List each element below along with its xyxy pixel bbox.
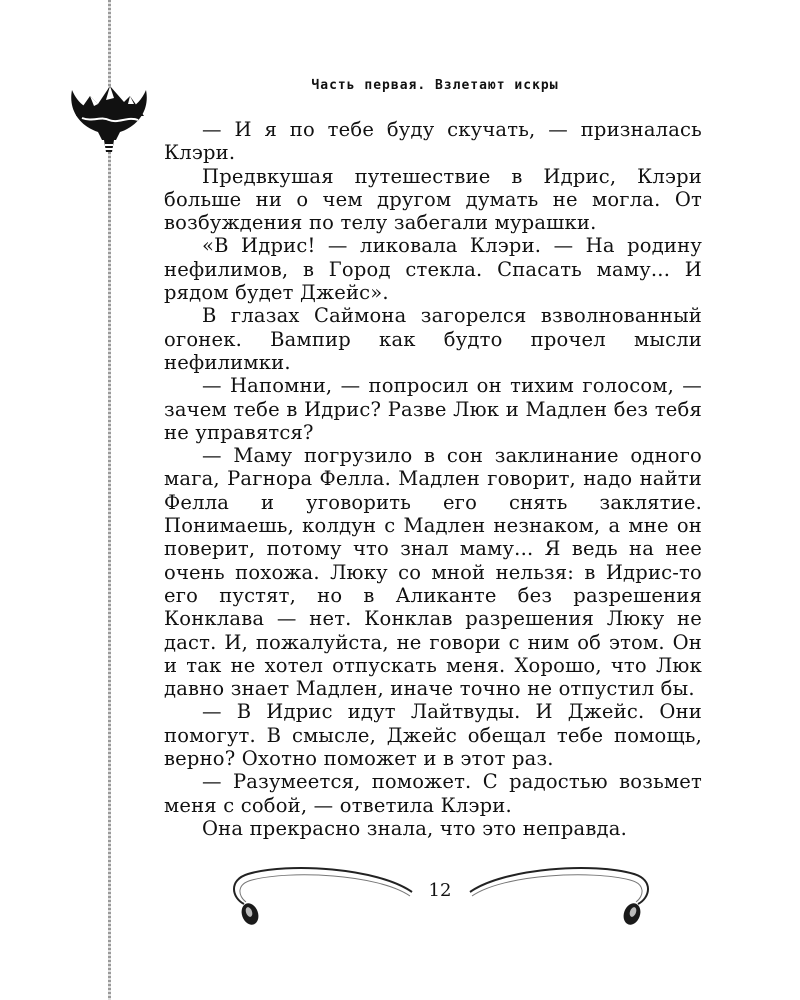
paragraph: — В Идрис идут Лайтвуды. И Джейс. Они помогут. В смысле, Джейс обещал тебе помощь, верно? Охотно поможет и в этот раз.	[164, 700, 702, 771]
paragraph: Предвкушая путешествие в Идрис, Клэри больше ни о чем другом думать не могла. От возбуждения по телу забегали мурашки.	[164, 164, 702, 235]
paragraph: В глазах Саймона загорелся взволнованный огонек. Вампир как будто прочел мысли нефилимки.	[164, 304, 702, 374]
main-text-block	[164, 118, 702, 840]
paragraph: «В Идрис! — ликовала Клэри. — На родину нефилимов, в Город стекла. Спасать маму... И рядом будет Джейс».	[164, 234, 702, 305]
paragraph: Она прекрасно знала, что это неправда.	[202, 816, 627, 840]
paragraph: — Разумеется, поможет. С радостью возьмет меня с собой, — ответила Клэри.	[164, 770, 702, 817]
paragraph: — И я по тебе буду скучать, — призналась Клэри.	[164, 118, 702, 165]
page-number: 12	[428, 880, 452, 901]
paragraph: — Напомни, — попросил он тихим голосом, — зачем тебе в Идрис? Разве Люк и Мадлен без тебя не управятся?	[164, 374, 702, 444]
paragraph: — Маму погрузило в сон заклинание одного мага, Рагнора Фелла. Мадлен говорит, надо найти Фелла и уговорить его снять заклятие. Понимаешь, колдун с Мадлен незнаком, а мне он поверит, потому что знал маму... Я ведь на нее очень похожа. Люку со мной нельзя: в Идрис-то его пустят, но в Аликанте без разрешения Конклава — нет. Конклав разрешения Люку не даст. И, пожалуйста, не говори с ним об этом. Он и так не хотел отпускать меня. Хорошо, что Люк давно знает Мадлен, иначе точно не отпустил бы.	[164, 444, 702, 701]
right-scroll-ornament-icon	[466, 862, 654, 932]
left-scroll-ornament-icon	[228, 862, 416, 932]
mountain-emblem-icon	[68, 82, 150, 160]
running-header: Часть первая. Взлетают искры	[311, 78, 559, 93]
